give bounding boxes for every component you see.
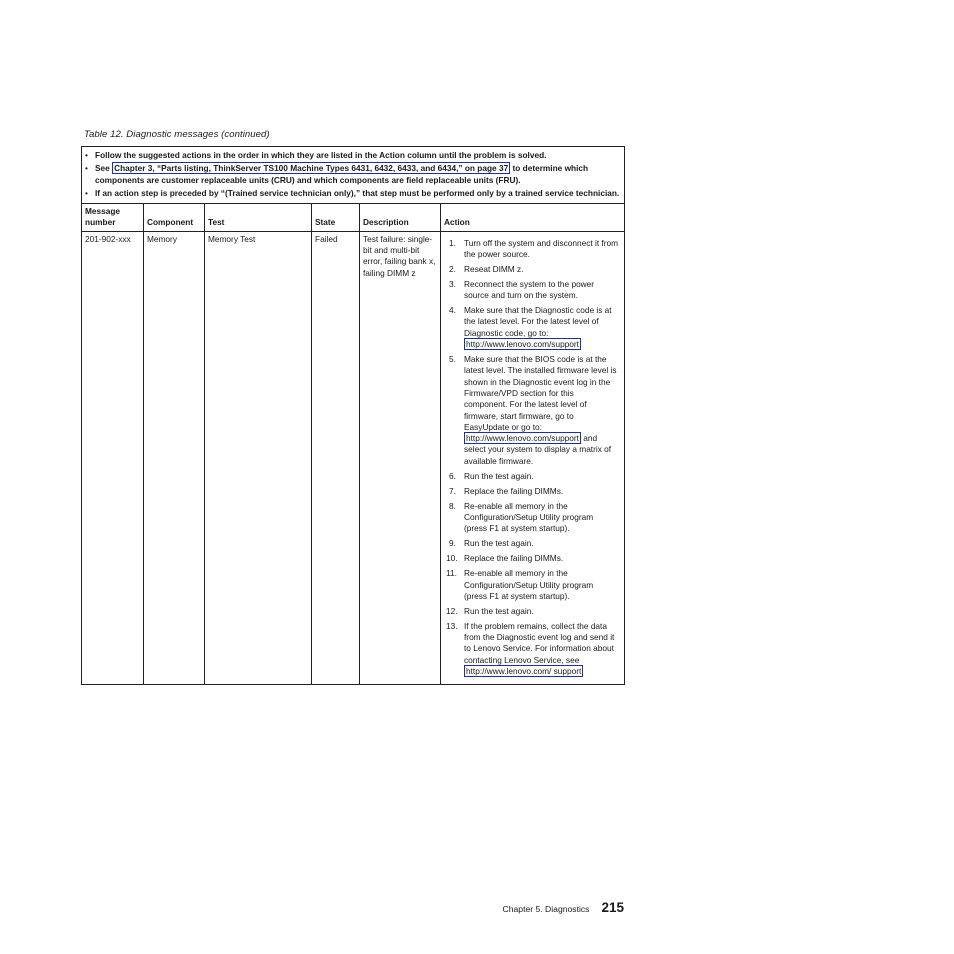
- action-step: [444, 501, 621, 535]
- step-text: Turn off the system and disconnect it from the power source.: [464, 237, 619, 259]
- notes-row: [82, 147, 625, 204]
- header-state: State: [312, 203, 360, 231]
- step-number: 11.: [446, 568, 457, 579]
- action-step: [444, 553, 621, 564]
- step-text: Re-enable all memory in the Configuration/Setup Utility program (press F1 at system startup).: [464, 568, 594, 601]
- page-footer: [0, 899, 624, 917]
- step-number: 9.: [449, 538, 456, 549]
- step-text: Run the test again.: [464, 538, 534, 549]
- action-step: [444, 621, 621, 677]
- step-text: Re-enable all memory in the Configuration/Setup Utility program (press F1 at system startup).: [464, 500, 594, 534]
- action-step: [444, 238, 621, 261]
- action-step: [444, 354, 621, 467]
- note-text: If an action step is preceded by “(Trained service technician only),” that step must be performed only by a trained service technician.: [95, 188, 620, 199]
- header-message-number: Message number: [82, 203, 144, 231]
- cell-message-number: 201-902-xxx: [82, 231, 144, 685]
- action-step: [444, 538, 621, 549]
- note-text: See: [95, 163, 113, 174]
- step-number: 12.: [446, 605, 458, 616]
- note-item: [85, 150, 620, 161]
- step-text: Replace the failing DIMMs.: [464, 553, 564, 564]
- step-text: If the problem remains, collect the data from the Diagnostic event log and send it to Lenovo Service. For information about contacting Lenovo Service, see: [464, 620, 615, 665]
- action-step: [444, 606, 621, 617]
- step-number: 4.: [449, 305, 456, 316]
- step-text: Make sure that the Diagnostic code is at the latest level. For the latest level of Diagnostic code, go to:: [464, 305, 612, 338]
- header-row: [82, 203, 625, 231]
- step-number: 7.: [449, 485, 456, 496]
- cell-component: Memory: [144, 231, 205, 685]
- action-step: [444, 486, 621, 497]
- action-steps-list: [444, 234, 621, 682]
- bullet-icon: •: [85, 163, 88, 174]
- footer-chapter: Chapter 5. Diagnostics: [502, 904, 590, 914]
- page-number: 215: [601, 900, 624, 915]
- step-text: Make sure that the BIOS code is at the latest level. The installed firmware level is shown in the Diagnostic event log in the Firmware/VPD section for this component. For the latest level of firmware, start firmware, go to EasyUpdate or go to:: [464, 354, 617, 432]
- action-step: [444, 305, 621, 350]
- lenovo-support-link[interactable]: http://www.lenovo.com/ support: [466, 665, 582, 676]
- header-action: Action: [441, 203, 625, 231]
- cell-action: [441, 231, 625, 685]
- header-component: Component: [144, 203, 205, 231]
- step-text: Replace the failing DIMMs.: [464, 485, 564, 496]
- table-caption: Table 12. Diagnostic messages (continued): [84, 129, 270, 140]
- step-text: Reseat DIMM z.: [464, 263, 524, 274]
- action-step: [444, 264, 621, 275]
- note-text: to determine which components are customer replaceable units (CRU) and which components are field replaceable units (FRU).: [95, 163, 589, 185]
- step-number: 13.: [446, 620, 458, 631]
- lenovo-support-link[interactable]: http://www.lenovo.com/support: [466, 433, 579, 444]
- step-number: 1.: [449, 237, 456, 248]
- action-step: [444, 471, 621, 482]
- cell-state: Failed: [312, 231, 360, 685]
- step-text: Reconnect the system to the power source and turn on the system.: [464, 278, 595, 301]
- step-number: 3.: [449, 278, 456, 289]
- lenovo-support-link[interactable]: http://www.lenovo.com/support: [466, 339, 579, 350]
- step-number: 5.: [449, 354, 456, 365]
- cell-description: Test failure: single-bit and multi-bit error, failing bank x, failing DIMM z: [360, 231, 441, 685]
- step-text: Run the test again.: [464, 605, 534, 616]
- note-text: Follow the suggested actions in the order in which they are listed in the Action column until the problem is solved.: [95, 150, 547, 160]
- action-step: [444, 279, 621, 302]
- bullet-icon: •: [85, 150, 88, 160]
- step-number: 6.: [449, 470, 456, 481]
- chapter-3-link[interactable]: Chapter 3, “Parts listing, ThinkServer TS100 Machine Types 6431, 6432, 6433, and 6434,” on page 37: [114, 163, 509, 174]
- step-number: 2.: [449, 263, 456, 274]
- note-item: [85, 163, 620, 186]
- cell-test: Memory Test: [205, 231, 312, 685]
- bullet-icon: •: [85, 188, 88, 199]
- step-number: 8.: [449, 500, 456, 511]
- notes-cell: [82, 147, 625, 204]
- header-test: Test: [205, 203, 312, 231]
- header-description: Description: [360, 203, 441, 231]
- step-text: Run the test again.: [464, 470, 534, 481]
- table-row: [82, 231, 625, 685]
- diagnostic-messages-table: [81, 146, 625, 685]
- note-item: [85, 188, 620, 199]
- step-text-suffix: and select your system to display a matrix of available firmware.: [464, 433, 612, 466]
- step-number: 10.: [446, 553, 458, 564]
- action-step: [444, 568, 621, 602]
